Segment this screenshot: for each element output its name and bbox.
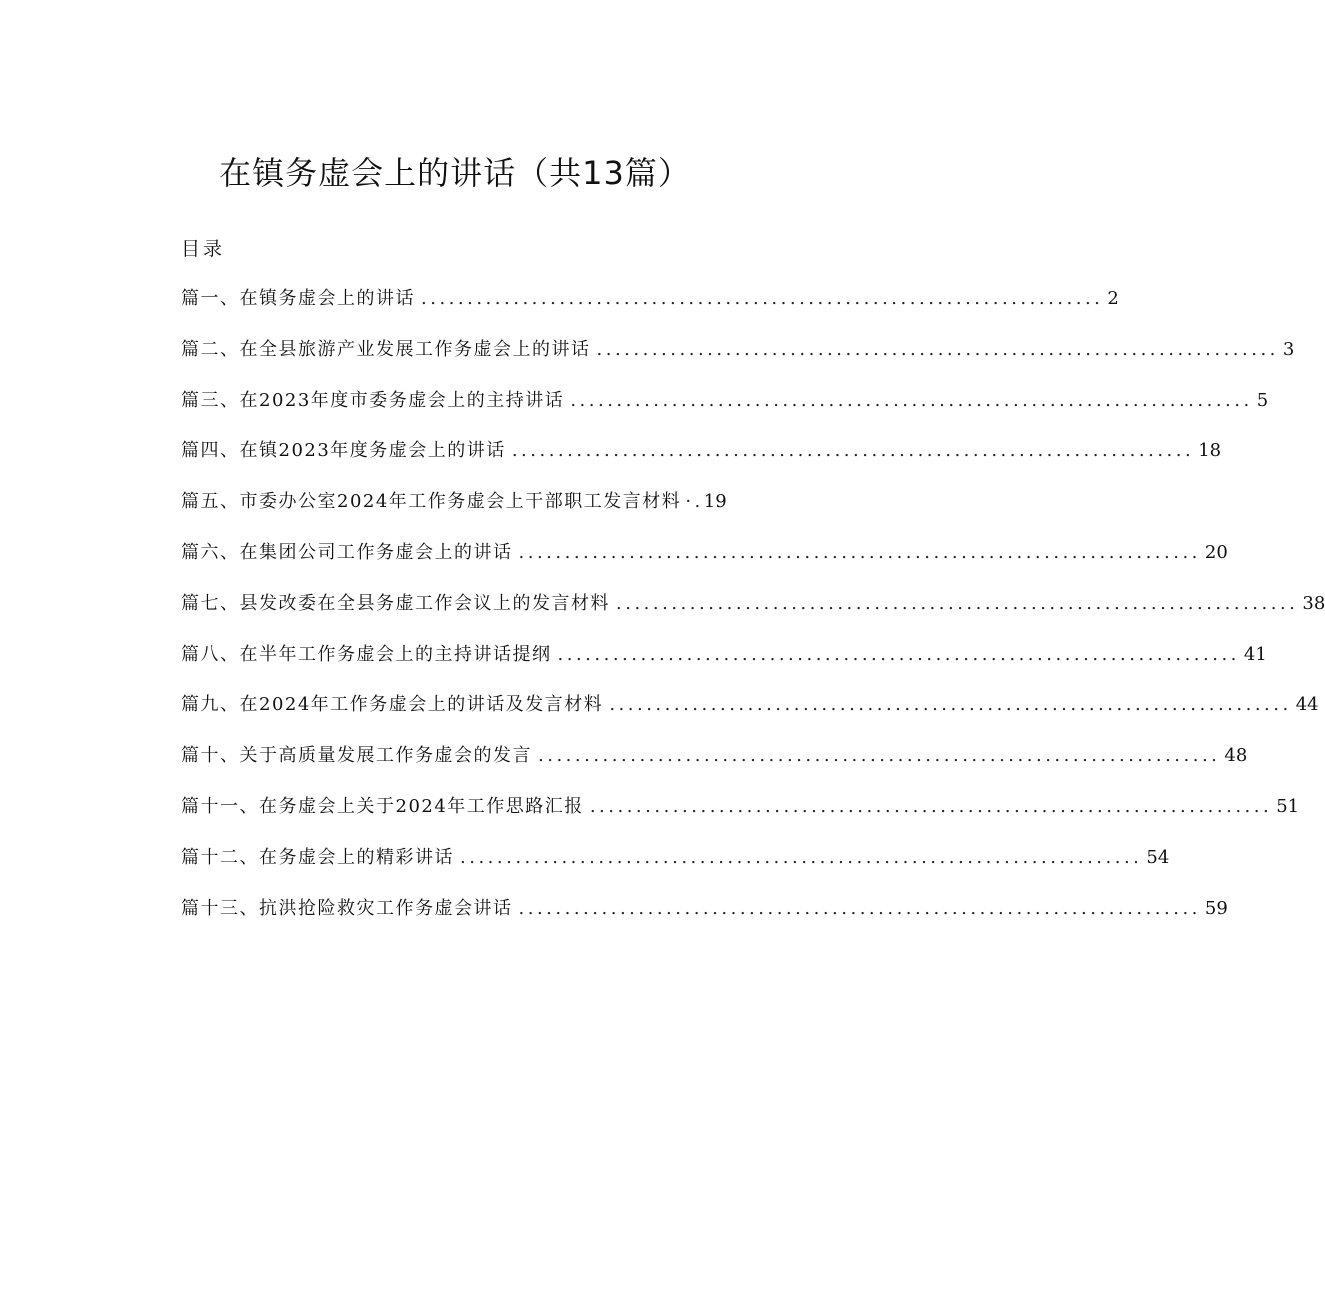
toc-entry-label: 篇十一、在务虚会上关于2024年工作思路汇报 bbox=[181, 795, 584, 817]
toc-page-number: 2 bbox=[1107, 288, 1119, 309]
toc-page-number: 59 bbox=[1204, 897, 1228, 919]
toc-leader-dots: .......................................................................... bbox=[511, 440, 1195, 462]
toc-entry[interactable] bbox=[181, 843, 1170, 894]
toc-page-number: 41 bbox=[1243, 643, 1267, 665]
toc-page-number: 38 bbox=[1302, 592, 1325, 614]
toc-leader-dots: .......................................................................... bbox=[538, 745, 1221, 767]
toc-entry[interactable] bbox=[181, 436, 1222, 487]
toc-entry[interactable] bbox=[181, 386, 1269, 437]
toc-page-number: 48 bbox=[1224, 745, 1248, 767]
toc-leader-dots: .......................................................................... bbox=[421, 288, 1104, 309]
toc-entry-label: 篇三、在2023年度市委务虚会上的主持讲话 bbox=[181, 389, 565, 411]
toc-entry[interactable] bbox=[181, 894, 1228, 945]
table-of-contents bbox=[181, 284, 1325, 944]
toc-entry-label: 篇八、在半年工作务虚会上的主持讲话提纲 bbox=[181, 643, 552, 665]
toc-entry[interactable] bbox=[181, 792, 1300, 843]
toc-page-number: 5 bbox=[1256, 389, 1269, 411]
toc-entry-label: 篇五、市委办公室2024年工作务虚会上干部职工发言材料 bbox=[181, 491, 682, 513]
toc-entry[interactable] bbox=[181, 741, 1248, 792]
toc-entry[interactable] bbox=[181, 690, 1319, 741]
toc-page-number: 54 bbox=[1146, 846, 1170, 868]
toc-page-number: 51 bbox=[1276, 795, 1300, 817]
toc-entry[interactable] bbox=[181, 335, 1295, 386]
toc-entry-label: 篇一、在镇务虚会上的讲话 bbox=[181, 288, 415, 309]
toc-entry-label: 篇十二、在务虚会上的精彩讲话 bbox=[181, 846, 454, 868]
toc-leader-dots: .......................................................................... bbox=[596, 338, 1279, 360]
toc-entry-label: 篇四、在镇2023年度务虚会上的讲话 bbox=[181, 440, 506, 462]
toc-page-number: 19 bbox=[703, 491, 727, 513]
toc-entry[interactable] bbox=[181, 538, 1228, 589]
toc-entry-label: 篇十、关于高质量发展工作务虚会的发言 bbox=[181, 745, 532, 767]
toc-leader-dots: .......................................................................... bbox=[518, 897, 1201, 919]
toc-leader-dots: .......................................................................... bbox=[589, 795, 1273, 817]
toc-entry-label: 篇九、在2024年工作务虚会上的讲话及发言材料 bbox=[181, 694, 604, 716]
toc-entry-label: 篇六、在集团公司工作务虚会上的讲话 bbox=[181, 541, 513, 563]
toc-entry[interactable] bbox=[181, 487, 777, 538]
toc-leader-dots: .......................................................................... bbox=[518, 541, 1201, 563]
toc-page-number: 20 bbox=[1204, 541, 1228, 563]
toc-leader-dots: .......................................................................... bbox=[460, 846, 1143, 868]
toc-leader-dots: .......................................................................... bbox=[609, 694, 1292, 716]
toc-entry[interactable] bbox=[181, 640, 1267, 691]
toc-entry[interactable] bbox=[181, 284, 1119, 335]
toc-entry-label: 篇十三、抗洪抢险救灾工作务虚会讲话 bbox=[181, 897, 513, 919]
toc-leader-dots: ·. bbox=[685, 491, 704, 513]
toc-page-number: 3 bbox=[1282, 338, 1295, 360]
toc-page-number: 18 bbox=[1198, 440, 1222, 462]
toc-heading: 目录 bbox=[181, 238, 226, 260]
toc-leader-dots: .......................................................................... bbox=[557, 643, 1240, 665]
toc-entry-label: 篇二、在全县旅游产业发展工作务虚会上的讲话 bbox=[181, 338, 591, 360]
toc-entry[interactable] bbox=[181, 589, 1325, 640]
document-title: 在镇务虚会上的讲话（共13篇） bbox=[219, 154, 691, 192]
toc-leader-dots: .......................................................................... bbox=[570, 389, 1253, 411]
toc-leader-dots: .......................................................................... bbox=[616, 592, 1299, 614]
toc-page-number: 44 bbox=[1295, 694, 1319, 716]
toc-entry-label: 篇七、县发改委在全县务虚工作会议上的发言材料 bbox=[181, 592, 610, 614]
